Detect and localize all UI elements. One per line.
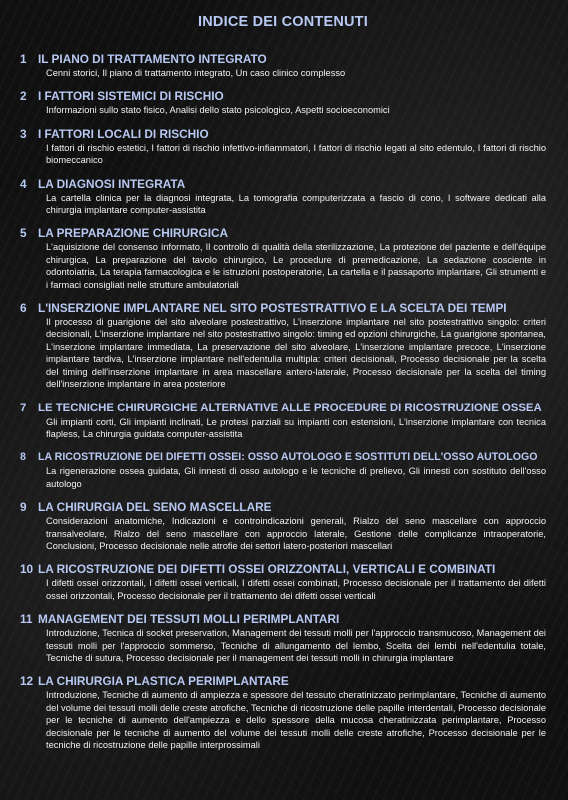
chapter-title: LA RICOSTRUZIONE DEI DIFETTI OSSEI: OSSO AUTOLOGO E SOSTITUTI DELL'OSSO AUTOLOGO bbox=[38, 451, 538, 464]
chapter-number: 3 bbox=[20, 126, 27, 141]
chapter-topics: Informazioni sullo stato fisico, Analisi dello stato psicologico, Aspetti socioeconomici bbox=[46, 105, 390, 116]
chapter-title: LA CHIRURGIA PLASTICA PERIMPLANTARE bbox=[38, 674, 289, 689]
chapter-1 bbox=[20, 52, 546, 79]
chapter-title: L'INSERZIONE IMPLANTARE NEL SITO POSTESTRATTIVO E LA SCELTA DEI TEMPI bbox=[38, 301, 507, 316]
chapter-number: 11 bbox=[20, 612, 33, 627]
chapter-title: LA PREPARAZIONE CHIRURGICA bbox=[38, 226, 229, 241]
page-title: INDICE DEI CONTENUTI bbox=[198, 14, 368, 30]
chapter-12 bbox=[20, 674, 546, 751]
chapter-topics: Considerazioni anatomiche, Indicazioni e controindicazioni generali, Rialzo del seno mascellare con approccio transalveolare, Rialzo del seno mascellare con approccio laterale, Gestione delle complicanze intraoperatorie, Conclusioni, Processo decisionale nelle atrofie dei settori latero-posteriori mascellari bbox=[46, 516, 546, 551]
chapter-6 bbox=[20, 301, 546, 390]
chapter-2 bbox=[20, 89, 546, 116]
chapter-title: LE TECNICHE CHIRURGICHE ALTERNATIVE ALLE PROCEDURE DI RICOSTRUZIONE OSSEA bbox=[38, 401, 542, 414]
chapter-topics: Il processo di guarigione del sito alveolare postestrattivo, L'inserzione implantare nel sito postestrattivo singolo: criteri decisionali, L'inserzione implantare nel sito postestrattivo singolo: timing ed opzioni chirurgiche, La guarigione spontanea, L'inserzione implantare immediata, La preservazione del sito alveolare, L'inserzione implantare precoce, L'inserzione implantare tardiva, L'inserzione implantare nell'edentulia multipla: criteri decisionali, Processo decisionale per la scelta del timing dell'inserzione implantare in area mascellare antero-laterale, Processo decisionale per la scelta del timing dell'inserzione implantare in area posteriore bbox=[46, 317, 546, 390]
chapter-number: 8 bbox=[20, 451, 26, 464]
chapter-11 bbox=[20, 612, 546, 664]
chapter-title: LA RICOSTRUZIONE DEI DIFETTI OSSEI ORIZZONTALI, VERTICALI E COMBINATI bbox=[38, 562, 496, 577]
chapter-number: 7 bbox=[20, 401, 27, 414]
chapter-5 bbox=[20, 226, 546, 291]
chapter-8 bbox=[20, 450, 546, 490]
chapter-topics: La rigenerazione ossea guidata, Gli innesti di osso autologo e le tecniche di prelievo, Gli innesti con sostituto dell'osso autologo bbox=[46, 466, 546, 489]
chapter-topics: La cartella clinica per la diagnosi integrata, La tomografia computerizzata a fascio di cono, I software dedicati alla chirurgia implantare computer-assistita bbox=[46, 192, 546, 216]
chapter-title: LA DIAGNOSI INTEGRATA bbox=[38, 176, 186, 191]
chapter-number: 10 bbox=[20, 562, 34, 577]
chapter-number: 6 bbox=[20, 301, 27, 316]
chapter-number: 4 bbox=[20, 176, 27, 191]
chapter-heading bbox=[20, 674, 546, 688]
chapter-heading bbox=[20, 562, 546, 576]
chapter-topics: Gli impianti corti, Gli impianti inclinati, Le protesi parziali su impianti con estensioni, L'inserzione implantare con tecnica flapless, La chirurgia guidata computer-assistita bbox=[46, 416, 546, 439]
chapter-number: 2 bbox=[20, 89, 27, 104]
chapter-10 bbox=[20, 562, 546, 602]
chapter-number: 5 bbox=[20, 226, 27, 241]
chapter-topics: Cenni storici, Il piano di trattamento integrato, Un caso clinico complesso bbox=[46, 68, 346, 78]
chapter-title: I FATTORI LOCALI DI RISCHIO bbox=[38, 126, 209, 141]
chapter-title: I FATTORI SISTEMICI DI RISCHIO bbox=[38, 89, 224, 104]
chapter-4 bbox=[20, 177, 546, 217]
chapter-7 bbox=[20, 401, 546, 441]
chapter-3 bbox=[20, 127, 546, 167]
chapter-number: 12 bbox=[20, 674, 34, 689]
chapter-heading bbox=[20, 612, 546, 626]
chapter-heading bbox=[20, 226, 546, 240]
chapter-topics: L'aquisizione del consenso informato, Il controllo di qualità della sterilizzazione, La protezione del paziente e dell'équipe chirurgica, La preparazione del tavolo chirurgico, Le procedure di premedicazione, La sedazione cosciente in odontoiatria, La terapia farmacologica e le istruzioni postoperatorie, La cartella e il passaporto implantare, Gli strumenti e i farmaci consigliati nelle strutture ambulatoriali bbox=[46, 242, 546, 290]
chapter-heading bbox=[20, 89, 546, 103]
chapter-heading bbox=[20, 177, 546, 191]
chapter-number: 9 bbox=[20, 500, 27, 515]
chapter-title: MANAGEMENT DEI TESSUTI MOLLI PERIMPLANTARI bbox=[38, 612, 340, 627]
chapter-topics: Introduzione, Tecnica di socket preservation, Management dei tessuti molli per l'approccio transmucoso, Management dei tessuti molli per l'approccio sommerso, Tecniche di allungamento del lembo, Scelta dei lembi nell'edentulia totale, Tecniche di sutura, Processo decisionale per il management dei tessuti molli in chirurgia implantare bbox=[46, 628, 546, 663]
chapter-title: IL PIANO DI TRATTAMENTO INTEGRATO bbox=[38, 52, 267, 66]
chapter-9 bbox=[20, 500, 546, 552]
chapter-heading bbox=[20, 401, 546, 415]
chapter-heading bbox=[20, 450, 546, 464]
chapter-heading bbox=[20, 52, 546, 66]
chapter-topics: Introduzione, Tecniche di aumento di ampiezza e spessore del tessuto cheratinizzato perimplantare, Tecniche di aumento del volume dei tessuti molli delle creste atrofiche, Tecniche di ricostruzione delle papille interdentali, Processo decisionale per le tecniche di aumento dell'ampiezza e dello spessore della mucosa cheratinizzata perimplantare, Processo decisionale per le tecniche di aumento del volume dei tessuti molli delle creste atrofiche, Processo decisionale per le tecniche di ricostruzione delle papille interprossimali bbox=[46, 690, 546, 750]
chapter-heading bbox=[20, 301, 546, 315]
chapter-topics: I fattori di rischio estetici, I fattori di rischio infettivo-infiammatori, I fattori di rischio legati al sito edentulo, I fattori di rischio biomeccanico bbox=[46, 142, 546, 166]
chapter-number: 1 bbox=[20, 52, 27, 66]
chapter-heading bbox=[20, 127, 546, 141]
chapter-topics: I difetti ossei orizzontali, I difetti ossei verticali, I difetti ossei combinati, Processo decisionale per il trattamento dei difetti ossei orizzontali, Processo decisionale per il trattamento dei difetti ossei verticali bbox=[46, 578, 546, 601]
chapter-title: LA CHIRURGIA DEL SENO MASCELLARE bbox=[38, 500, 272, 515]
chapter-heading bbox=[20, 500, 546, 514]
